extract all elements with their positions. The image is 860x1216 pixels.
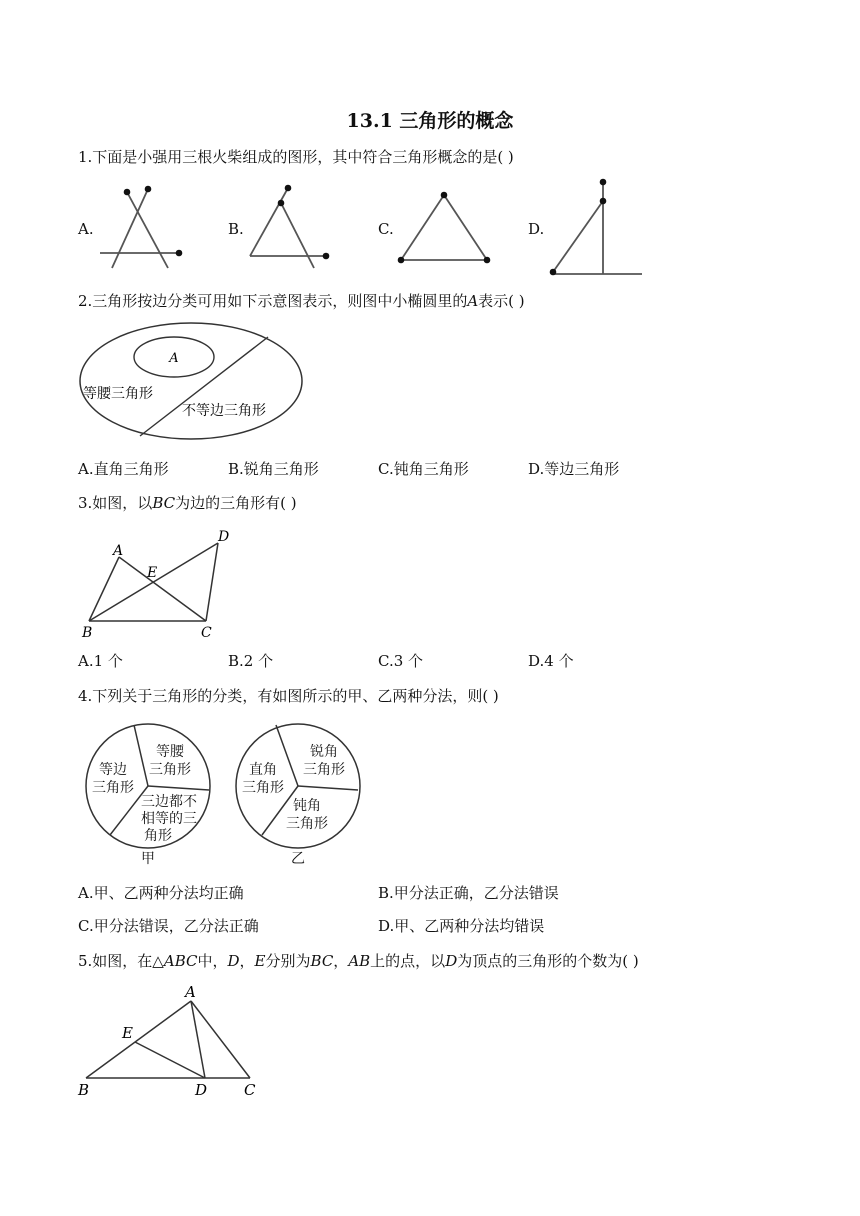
question-3-stem: 3.如图，以BC为边的三角形有( )	[78, 494, 297, 512]
q3-option-b: B.2 个	[228, 652, 274, 670]
jia-s2-line2: 三角形	[149, 762, 191, 778]
q5-geometry-figure	[0, 0, 300, 1110]
q3-option-c: C.3 个	[378, 652, 424, 670]
question-4-stem: 4.下列关于三角形的分类，有如图所示的甲、乙两种分法，则( )	[78, 687, 499, 705]
q3-label-a: A	[113, 543, 124, 559]
q3-label-d: D	[218, 529, 230, 545]
isosceles-label: 等腰三角形	[83, 386, 153, 402]
var-bc: BC	[152, 494, 176, 512]
q3-label-e: E	[147, 565, 158, 581]
var-a: A	[467, 292, 479, 310]
jia-s3-line2: 相等的三	[141, 811, 197, 827]
jia-s2-line1: 等腰	[156, 744, 184, 760]
yi-caption: 乙	[291, 851, 305, 867]
q5-label-b: B	[78, 1081, 90, 1099]
q5-label-a: A	[185, 983, 196, 1001]
q1-option-c-label: C.	[378, 220, 394, 238]
inner-ellipse-label: A	[169, 351, 179, 366]
q2-option-a: A.直角三角形	[78, 460, 169, 478]
jia-s3-line1: 三边都不	[141, 794, 197, 810]
q1d-stick-2	[553, 201, 603, 272]
q5-label-c: C	[244, 1081, 256, 1099]
q2-option-c: C.钝角三角形	[378, 460, 469, 478]
q2-option-b: B.锐角三角形	[228, 460, 319, 478]
page-title: 13.1 三角形的概念	[346, 110, 514, 132]
q5-label-e: E	[122, 1024, 133, 1042]
question-1-stem: 1.下面是小强用三根火柴组成的图形，其中符合三角形概念的是( )	[78, 148, 514, 166]
q4-option-c: C.甲分法错误，乙分法正确	[78, 917, 259, 935]
jia-caption: 甲	[141, 851, 155, 867]
q1-option-a-label: A.	[78, 220, 94, 238]
q1c-stick-1	[401, 195, 444, 260]
q3-label-c: C	[201, 625, 212, 641]
q1c-stick-2	[444, 195, 487, 260]
q5-label-d: D	[195, 1081, 208, 1099]
q3-option-a: A.1 个	[78, 652, 123, 670]
q1-option-b-label: B.	[228, 220, 244, 238]
q3-label-b: B	[82, 625, 93, 641]
question-2-stem: 2.三角形按边分类可用如下示意图表示，则图中小椭圆里的A表示( )	[78, 292, 525, 310]
jia-s1-line2: 三角形	[92, 780, 134, 796]
q4-option-b: B.甲分法正确，乙分法错误	[378, 884, 559, 902]
yi-s1-line2: 三角形	[242, 780, 284, 796]
yi-s2-line2: 三角形	[303, 762, 345, 778]
q1-option-d-label: D.	[528, 220, 545, 238]
q3-option-d: D.4 个	[528, 652, 574, 670]
yi-s2-line1: 锐角	[310, 744, 338, 760]
question-5-stem: 5.如图，在△ABC中，D，E分别为BC，AB上的点，以D为顶点的三角形的个数为( )	[78, 952, 639, 970]
scalene-label: 不等边三角形	[182, 403, 266, 419]
q4-option-d: D.甲、乙两种分法均错误	[378, 917, 545, 935]
q2-option-d: D.等边三角形	[528, 460, 620, 478]
yi-s3-line1: 钝角	[293, 798, 321, 814]
yi-s1-line1: 直角	[249, 762, 277, 778]
q4-option-a: A.甲、乙两种分法均正确	[78, 884, 244, 902]
jia-s3-line3: 角形	[144, 828, 172, 844]
yi-s3-line2: 三角形	[286, 816, 328, 832]
jia-s1-line1: 等边	[99, 762, 127, 778]
